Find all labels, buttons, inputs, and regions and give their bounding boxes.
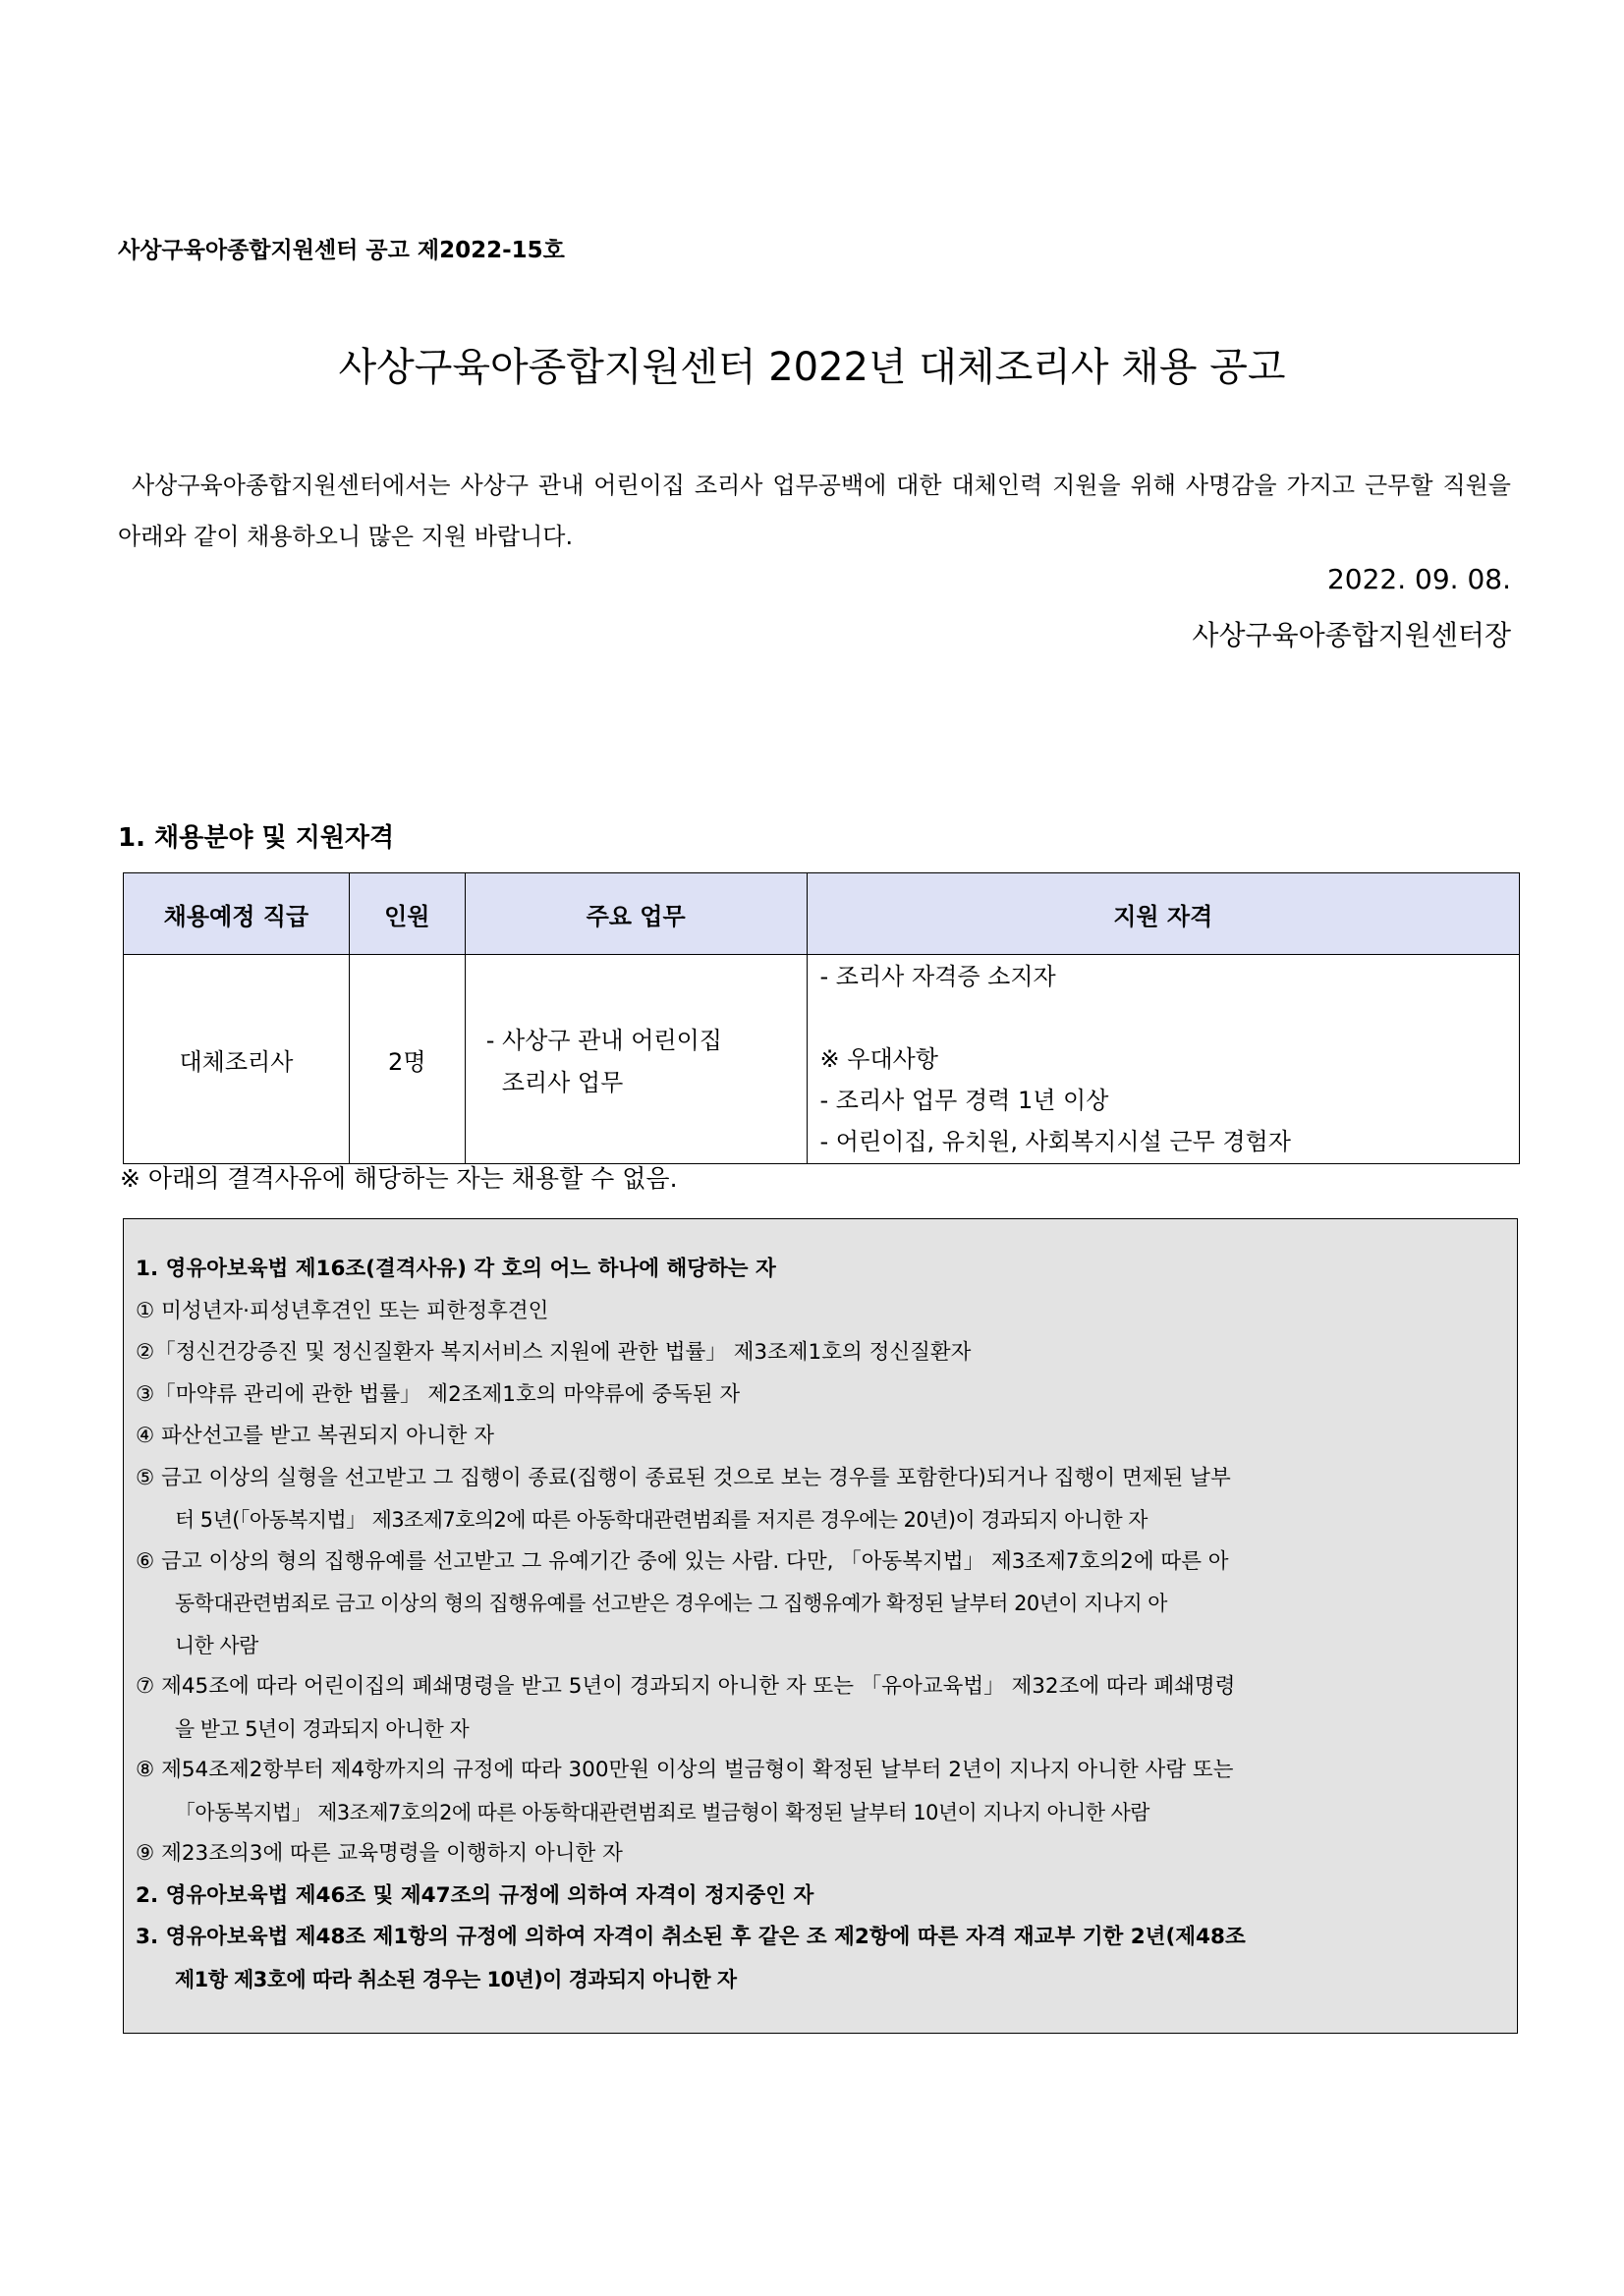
disqualification-list [136,1249,1501,2000]
disqualification-line: 1. 영유아보육법 제16조(결격사유) 각 호의 어느 하나에 해당하는 자 [136,1257,776,1281]
header-qualification: 지원 자격 [807,873,1519,955]
header-position: 채용예정 직급 [124,873,350,955]
duty-line: - 사상구 관내 어린이집 [485,1027,722,1054]
disqualification-line: 니한 사람 [175,1633,258,1657]
disqualification-line: ⑤ 금고 이상의 실형을 선고받고 그 집행이 종료(집행이 종료된 것으로 보는 경우를 포함한다)되거나 집행이 면제된 날부 [136,1465,1231,1490]
cell-duty [465,955,807,1164]
disqualification-note: ※ 아래의 결격사유에 해당하는 자는 채용할 수 없음. [120,1164,678,1193]
qualification-line: - 조리사 업무 경력 1년 이상 [819,1087,1109,1114]
announcement-date: 2022. 09. 08. [1326,563,1511,595]
disqualification-line: 터 5년(「아동복지법」 제3조제7호의2에 따른 아동학대관련범죄를 저지른 경우에는 20년)이 경과되지 아니한 자 [175,1508,1148,1532]
cell-qualification [807,955,1519,1164]
disqualification-line: ②「정신건강증진 및 정신질환자 복지서비스 지원에 관한 법률」 제3조제1호의 정신질환자 [136,1340,972,1365]
table-row [124,955,1520,1164]
disqualification-line: 「아동복지법」 제3조제7호의2에 따른 아동학대관련범죄로 벌금형이 확정된 날부터 10년이 지나지 아니한 사람 [175,1800,1149,1824]
recruitment-table [123,872,1520,1164]
disqualification-line: 제1항 제3호에 따라 취소된 경우는 10년)이 경과되지 아니한 자 [175,1967,737,1991]
duty-line: 조리사 업무 [501,1069,624,1096]
disqualification-line: ③「마약류 관리에 관한 법률」 제2조제1호의 마약류에 중독된 자 [136,1381,741,1407]
disqualification-line: 동학대관련범죄로 금고 이상의 형의 집행유예를 선고받은 경우에는 그 집행유예가 확정된 날부터 20년이 지나지 아 [175,1592,1167,1615]
disqualification-box [123,1218,1518,2034]
section-heading: 1. 채용분야 및 지원자격 [118,823,395,853]
disqualification-line: ⑦ 제45조에 따라 어린이집의 폐쇄명령을 받고 5년이 경과되지 아니한 자 또는 「유아교육법」 제32조에 따라 폐쇄명령 [136,1674,1236,1699]
disqualification-line: ① 미성년자·피성년후견인 또는 피한정후견인 [136,1298,549,1323]
cell-position: 대체조리사 [124,955,350,1164]
signer: 사상구육아종합지원센터장 [1192,619,1511,651]
intro-text: 사상구육아종합지원센터에서는 사상구 관내 어린이집 조리사 업무공백에 대한 대체인력 지원을 위해 사명감을 가지고 근무할 직원을 아래와 같이 채용하오니 많은 지원 바랍니다. [118,472,1511,550]
qualification-line: - 어린이집, 유치원, 사회복지시설 근무 경험자 [819,1128,1291,1155]
qualification-spacer [809,997,1518,1038]
disqualification-line: ⑥ 금고 이상의 형의 집행유예를 선고받고 그 유예기간 중에 있는 사람. 다만, 「아동복지법」 제3조제7호의2에 따른 아 [136,1548,1229,1574]
table-header-row [124,873,1520,955]
disqualification-line: 2. 영유아보육법 제46조 및 제47조의 규정에 의하여 자격이 정지중인 자 [136,1882,814,1908]
disqualification-line: ⑨ 제23조의3에 따른 교육명령을 이행하지 아니한 자 [136,1841,623,1866]
disqualification-line: ⑧ 제54조제2항부터 제4항까지의 규정에 따라 300만원 이상의 벌금형이 확정된 날부터 2년이 지나지 아니한 사람 또는 [136,1758,1234,1782]
document-title: 사상구육아종합지원센터 2022년 대체조리사 채용 공고 [338,345,1286,390]
header-count: 인원 [349,873,465,955]
disqualification-line: ④ 파산선고를 받고 복권되지 아니한 자 [136,1424,494,1448]
qualification-line: ※ 우대사항 [819,1045,938,1073]
disqualification-line: 3. 영유아보육법 제48조 제1항의 규정에 의하여 자격이 취소된 후 같은 조 제2항에 따른 자격 재교부 기한 2년(제48조 [136,1925,1246,1949]
header-duty: 주요 업무 [465,873,807,955]
cell-count: 2명 [349,955,465,1164]
qualification-line: - 조리사 자격증 소지자 [819,963,1056,990]
notice-number: 사상구육아종합지원센터 공고 제2022-15호 [118,238,565,263]
intro-paragraph [118,460,1511,562]
disqualification-line: 을 받고 5년이 경과되지 아니한 자 [175,1716,470,1741]
